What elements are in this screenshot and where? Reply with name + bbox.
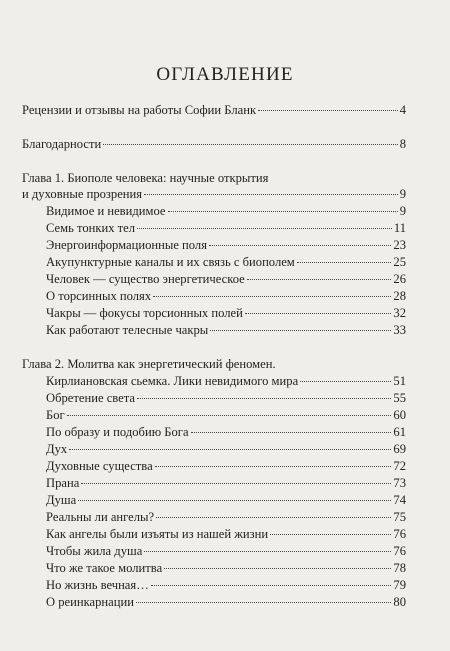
- toc-entry-page: 60: [393, 408, 406, 422]
- toc-entry-page: 25: [393, 255, 406, 269]
- toc-entry-text: По образу и подобию Бога: [46, 425, 189, 439]
- toc-entry-text: Рецензии и отзывы на работы Софии Бланк: [22, 103, 257, 117]
- toc-entry-text: Как ангелы были изъяты из нашей жизни: [46, 527, 269, 541]
- leader-dots: [78, 500, 391, 501]
- toc-subentry: [46, 560, 406, 576]
- toc-entry-text: Прана: [46, 476, 80, 490]
- chapter-1-heading: Глава 1. Биополе человека: научные открытия: [22, 171, 269, 185]
- leader-dots: [191, 432, 392, 433]
- leader-dots: [297, 262, 392, 263]
- toc-entry-page: 28: [393, 289, 406, 303]
- toc-entry-text: Человек — существо энергетическое: [46, 272, 245, 286]
- leader-dots: [137, 228, 392, 229]
- chapter-2-heading: Глава 2. Молитва как энергетический феномен.: [22, 357, 276, 371]
- toc-subentry: [46, 543, 406, 559]
- toc-entry-acknowledgements: [22, 136, 406, 152]
- toc-entry-page: 32: [393, 306, 406, 320]
- toc-entry-page: 23: [393, 238, 406, 252]
- leader-dots: [69, 449, 391, 450]
- leader-dots: [300, 381, 391, 382]
- toc-subentry: [46, 390, 406, 406]
- toc-entry-page: 72: [393, 459, 406, 473]
- toc-subentry: [46, 594, 406, 610]
- toc-subentry: [46, 407, 406, 423]
- toc-subentry: [46, 424, 406, 440]
- toc-subentry: [46, 492, 406, 508]
- leader-dots: [258, 110, 398, 111]
- toc-entry-text: Что же такое молитва: [46, 561, 163, 575]
- toc-entry-page: 80: [393, 595, 406, 609]
- toc-entry-page: 76: [393, 544, 406, 558]
- leader-dots: [209, 245, 391, 246]
- toc-entry-text: Реальны ли ангелы?: [46, 510, 155, 524]
- leader-dots: [270, 534, 391, 535]
- toc-entry-text: О реинкарнации: [46, 595, 134, 609]
- leader-dots: [155, 466, 392, 467]
- toc-entry-page: 26: [393, 272, 406, 286]
- toc-subentry: [46, 288, 406, 304]
- toc-entry-page: 76: [393, 527, 406, 541]
- toc-entry-text: Энергоинформационные поля: [46, 238, 208, 252]
- leader-dots: [137, 398, 391, 399]
- toc-entry-page: 55: [393, 391, 406, 405]
- leader-dots: [245, 313, 392, 314]
- leader-dots: [247, 279, 392, 280]
- leader-dots: [144, 551, 391, 552]
- leader-dots: [156, 517, 391, 518]
- toc-entry-page: 51: [393, 374, 406, 388]
- toc-subentry: [46, 322, 406, 338]
- toc-entry-reviews: [22, 102, 406, 118]
- leader-dots: [103, 144, 398, 145]
- toc-entry-page: 9: [399, 204, 406, 218]
- leader-dots: [144, 194, 398, 195]
- leader-dots: [67, 415, 392, 416]
- chapter-1-heading-cont: [22, 186, 406, 202]
- toc-entry-page: 79: [393, 578, 406, 592]
- toc-entry-page: 75: [393, 510, 406, 524]
- toc-entry-text: Видимое и невидимое: [46, 204, 166, 218]
- toc-entry-text: Духовные существа: [46, 459, 153, 473]
- toc-subentry: [46, 271, 406, 287]
- toc-subentry: [46, 220, 406, 236]
- toc-subentry: [46, 577, 406, 593]
- toc-entry-text: и духовные прозрения: [22, 187, 143, 201]
- toc-subentry: [46, 441, 406, 457]
- toc-subentry: [46, 254, 406, 270]
- toc-entry-page: 61: [393, 425, 406, 439]
- toc-subentry: [46, 509, 406, 525]
- toc-entry-text: Как работают телесные чакры: [46, 323, 209, 337]
- toc-subentry: [46, 526, 406, 542]
- toc-subentry: [46, 458, 406, 474]
- toc-entry-text: Но жизнь вечная…: [46, 578, 149, 592]
- page-title: ОГЛАВЛЕНИЕ: [156, 64, 294, 85]
- toc-entry-text: Кирлиановская сьемка. Лики невидимого мира: [46, 374, 299, 388]
- leader-dots: [136, 602, 391, 603]
- toc-subentry: [46, 373, 406, 389]
- leader-dots: [164, 568, 391, 569]
- toc-entry-text: Душа: [46, 493, 77, 507]
- toc-entry-page: 78: [393, 561, 406, 575]
- toc-entry-page: 33: [393, 323, 406, 337]
- toc-subentry: [46, 305, 406, 321]
- leader-dots: [151, 585, 392, 586]
- toc-entry-page: 4: [399, 103, 406, 117]
- toc-entry-page: 11: [393, 221, 406, 235]
- toc-entry-page: 69: [393, 442, 406, 456]
- toc-subentry: [46, 237, 406, 253]
- toc-entry-page: 9: [399, 187, 406, 201]
- toc-entry-text: Дух: [46, 442, 68, 456]
- toc-entry-page: 73: [393, 476, 406, 490]
- toc-subentry: [46, 475, 406, 491]
- toc-entry-page: 74: [393, 493, 406, 507]
- leader-dots: [153, 296, 391, 297]
- toc-entry-text: Семь тонких тел: [46, 221, 136, 235]
- toc-entry-page: 8: [399, 137, 406, 151]
- leader-dots: [210, 330, 391, 331]
- toc-entry-text: О торсинных полях: [46, 289, 152, 303]
- toc-entry-text: Акупунктурные каналы и их связь с биополем: [46, 255, 295, 269]
- toc-entry-text: Бог: [46, 408, 65, 422]
- toc-subentry: [46, 203, 406, 219]
- toc-entry-text: Чакры — фокусы торсионных полей: [46, 306, 243, 320]
- toc-entry-text: Чтобы жила душа: [46, 544, 143, 558]
- toc-entry-text: Обретение света: [46, 391, 135, 405]
- leader-dots: [168, 211, 398, 212]
- leader-dots: [81, 483, 391, 484]
- toc-entry-text: Благодарности: [22, 137, 102, 151]
